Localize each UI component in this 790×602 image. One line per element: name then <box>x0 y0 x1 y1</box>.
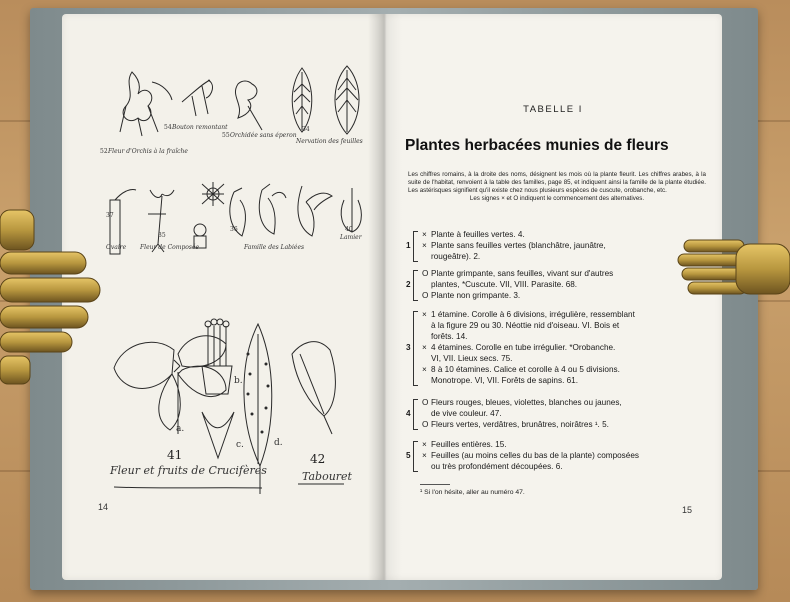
brass-hand-left-icon <box>0 200 104 400</box>
key-line: O Fleurs rouges, bleues, violettes, blanches ou jaunes, <box>422 398 622 407</box>
key-line: rougeâtre). 2. <box>431 252 481 261</box>
brass-hand-right-icon <box>676 236 790 300</box>
key-line: O Plante non grimpante. 3. <box>422 291 521 300</box>
letter-label: d. <box>274 438 283 448</box>
figure-caption: Lamier <box>340 234 362 241</box>
key-line: × 1 étamine. Corolle à 6 divisions, irrégulière, ressemblant <box>422 310 635 319</box>
figure-number: 55 <box>222 132 230 139</box>
figure-number: 36 <box>230 226 238 233</box>
brace <box>413 399 418 430</box>
key-number: 3 <box>406 343 411 352</box>
brace <box>413 270 418 301</box>
figure-caption: Fleur d'Orchis à la fraîche <box>108 148 188 155</box>
footnote: ¹ Si l'on hésite, aller au numéro 47. <box>420 489 525 496</box>
key-line: O Plante grimpante, sans feuilles, vivant sur d'autres <box>422 269 614 278</box>
key-number: 2 <box>406 280 411 289</box>
intro-line: Les chiffres arabes, à la suite de l'habitat, renvoient à la table des familles, <box>408 171 706 186</box>
figure-caption: Famille des Labiées <box>244 244 305 251</box>
key-number: 4 <box>406 409 411 418</box>
brace <box>413 311 418 386</box>
key-line: Monotrope. VI, VII. Forêts de sapins. 61. <box>431 376 578 385</box>
figure-number: 52 <box>100 148 108 155</box>
figure-number-42: 42 <box>310 452 326 466</box>
figure-number: 34 <box>302 126 310 133</box>
key-1 <box>406 229 712 262</box>
intro-line: signifient qu'il existe chez nous plusieurs espèces de cuscute, orobanche, etc. <box>453 187 667 194</box>
key-line: O Fleurs vertes, verdâtres, brunâtres, noirâtres ¹. 5. <box>422 420 609 429</box>
intro-line: Les chiffres romains, à la droite des noms, désignent les mois où la plante fleurit. <box>408 171 637 178</box>
key-line: VI, VII. Lieux secs. 75. <box>431 354 513 363</box>
letter-label: b. <box>234 376 243 386</box>
key-line: × Feuilles entières. 15. <box>422 440 507 449</box>
letter-label: c. <box>236 440 244 450</box>
footnote-rule <box>420 484 450 485</box>
key-line: ou très profondément découpées. 6. <box>431 462 563 471</box>
key-line: × 8 à 10 étamines. Calice et corolle à 4 ou 5 divisions. <box>422 365 620 374</box>
intro-paragraph <box>408 171 706 203</box>
key-5 <box>406 439 712 472</box>
key-line: × Feuilles (au moins celles du bas de la plante) composées <box>422 451 639 460</box>
key-number: 1 <box>406 241 411 250</box>
figure-number: 37 <box>106 212 114 219</box>
figure-caption: Orchidée sans éperon <box>230 132 297 139</box>
figure-caption: Nervation des feuilles <box>296 138 363 145</box>
page-number-right: 15 <box>682 505 693 515</box>
brace <box>413 441 418 472</box>
page-title: Plantes herbacées munies de fleurs <box>405 137 669 154</box>
figure-caption: Bouton remontant <box>172 124 228 131</box>
intro-line: page 85, et indiquent ainsi la famille de la plante étudiée. Les astérisques <box>408 179 706 194</box>
key-line: forêts. 14. <box>431 332 468 341</box>
table-heading: TABELLE I <box>523 104 583 115</box>
key-4 <box>406 397 712 430</box>
key-line: × 4 étamines. Corolle en tube irrégulier. *Orobanche. <box>422 343 616 352</box>
key-line: à la figure 29 ou 30. Néottie nid d'oiseau. VI. Bois et <box>431 321 620 330</box>
key-line: × Plante à feuilles vertes. 4. <box>422 230 525 239</box>
figure-number: 54 <box>164 124 172 131</box>
key-3 <box>406 309 712 386</box>
figure-caption: Ovaire <box>106 244 127 251</box>
botanical-plates <box>62 14 384 580</box>
key-line: × Plante sans feuilles vertes (blanchâtre, jaunâtre, <box>422 241 606 250</box>
figure-caption: Fleur de Composée <box>140 244 200 251</box>
figure-number: 40 <box>345 226 353 233</box>
figure-number-41: 41 <box>167 448 183 462</box>
page-number-left: 14 <box>98 502 109 512</box>
key-line: de vive couleur. 47. <box>431 409 502 418</box>
figure-number: 35 <box>158 232 166 239</box>
brace <box>413 231 418 262</box>
intro-line: Les signes × et O indiquent le commencement des alternatives. <box>469 195 645 202</box>
key-line: plantes, *Cuscute. VII, VIII. Parasite. 68. <box>431 280 578 289</box>
key-number: 5 <box>406 451 411 460</box>
figure-caption-42: Tabouret <box>302 470 352 483</box>
letter-label: a. <box>176 424 185 434</box>
figure-caption-41: Fleur et fruits de Crucifères <box>110 464 267 477</box>
key-2 <box>406 268 712 301</box>
